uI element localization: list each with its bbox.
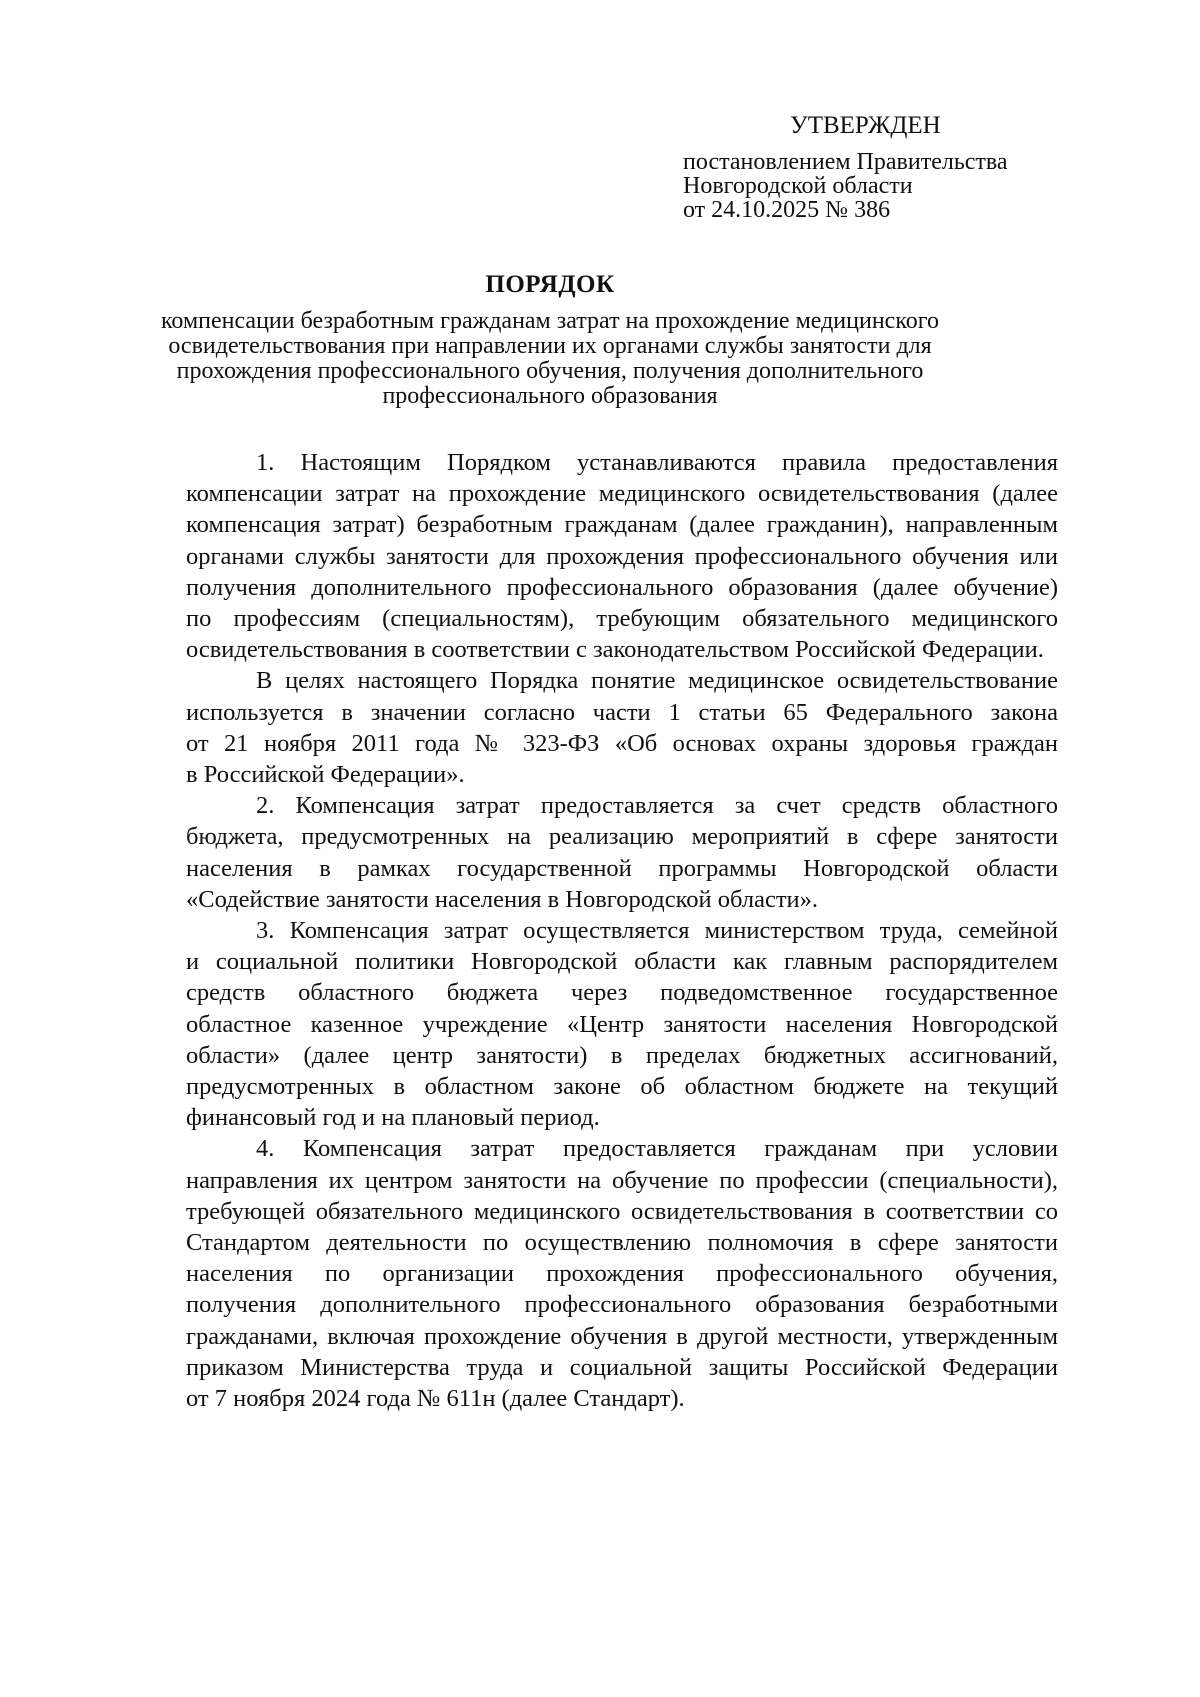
text-line: получения дополнительного профессионального образования (далее обучение) (186, 573, 1058, 601)
text-line: средств областного бюджета через подведомственное государственное (186, 979, 1058, 1007)
document-title: ПОРЯДОК (485, 271, 615, 298)
text-line: гражданами, включая прохождение обучения в другой местности, утвержденным (186, 1322, 1058, 1350)
paragraph-2 (186, 790, 1058, 915)
approval-line: Новгородской области (683, 173, 913, 199)
text-line: 3. Компенсация затрат осуществляется министерством труда, семейной (256, 917, 1058, 945)
subtitle-line: профессионального образования (382, 383, 718, 409)
text-line: 1. Настоящим Порядком устанавливаются правила предоставления (256, 449, 1058, 476)
text-line: используется в значении согласно части 1 статьи 65 Федерального закона (186, 698, 1058, 726)
text-line: В целях настоящего Порядка понятие медицинское освидетельствование (256, 667, 1058, 695)
subtitle-line: освидетельствования при направлении их органами службы занятости для (168, 333, 932, 359)
text-line: предусмотренных в областном законе об областном бюджете на текущий (186, 1073, 1058, 1101)
text-line: Стандартом деятельности по осуществлению полномочия в сфере занятости (186, 1229, 1058, 1257)
subtitle-line: прохождения профессионального обучения, получения дополнительного (176, 358, 924, 384)
paragraph-definition (186, 665, 1058, 790)
text-line: органами службы занятости для прохождения профессионального обучения или (186, 542, 1058, 570)
text-line: приказом Министерства труда и социальной защиты Российской Федерации (186, 1353, 1058, 1381)
text-line: получения дополнительного профессионального образования безработными (186, 1291, 1058, 1319)
text-line: населения в рамках государственной программы Новгородской области (186, 854, 1058, 882)
paragraph-4 (186, 1133, 1058, 1414)
text-line: требующей обязательного медицинского освидетельствования в соответствии со (186, 1197, 1058, 1225)
text-line: областное казенное учреждение «Центр занятости населения Новгородской (186, 1010, 1058, 1038)
approval-line: постановлением Правительства (683, 149, 1008, 175)
text-line: от 7 ноября 2024 года № 611н (далее Стандарт). (186, 1385, 685, 1413)
document-body (186, 447, 1058, 1414)
paragraph-3 (186, 915, 1058, 1133)
text-line: 4. Компенсация затрат предоставляется гражданам при условии (256, 1135, 1058, 1163)
text-line: 2. Компенсация затрат предоставляется за счет средств областного (256, 792, 1058, 820)
text-line: финансовый год и на плановый период. (186, 1104, 600, 1132)
approval-details (683, 150, 1008, 222)
text-line: в Российской Федерации». (186, 761, 465, 789)
text-line: населения по организации прохождения профессионального обучения, (186, 1260, 1058, 1288)
document-subtitle (150, 309, 950, 409)
text-line: освидетельствования в соответствии с законодательством Российской Федерации. (186, 636, 1044, 664)
text-line: компенсация затрат) безработным гражданам (далее гражданин), направленным (186, 511, 1058, 539)
text-line: от 21 ноября 2011 года № 323-ФЗ «Об основах охраны здоровья граждан (186, 729, 1058, 757)
text-line: «Содействие занятости населения в Новгородской области». (186, 885, 819, 913)
approval-stamp-title: УТВЕРЖДЕН (790, 112, 941, 139)
text-line: компенсации затрат на прохождение медицинского освидетельствования (далее (186, 480, 1058, 508)
subtitle-line: компенсации безработным гражданам затрат на прохождение медицинского (160, 308, 940, 334)
paragraph-1 (186, 447, 1058, 665)
text-line: по профессиям (специальностям), требующим обязательного медицинского (186, 605, 1058, 633)
text-line: и социальной политики Новгородской области как главным распорядителем (186, 948, 1058, 976)
text-line: бюджета, предусмотренных на реализацию мероприятий в сфере занятости (186, 823, 1058, 851)
approval-line: от 24.10.2025 № 386 (683, 197, 891, 223)
text-line: направления их центром занятости на обучение по профессии (специальности), (186, 1166, 1058, 1194)
text-line: области» (далее центр занятости) в пределах бюджетных ассигнований, (186, 1041, 1058, 1069)
